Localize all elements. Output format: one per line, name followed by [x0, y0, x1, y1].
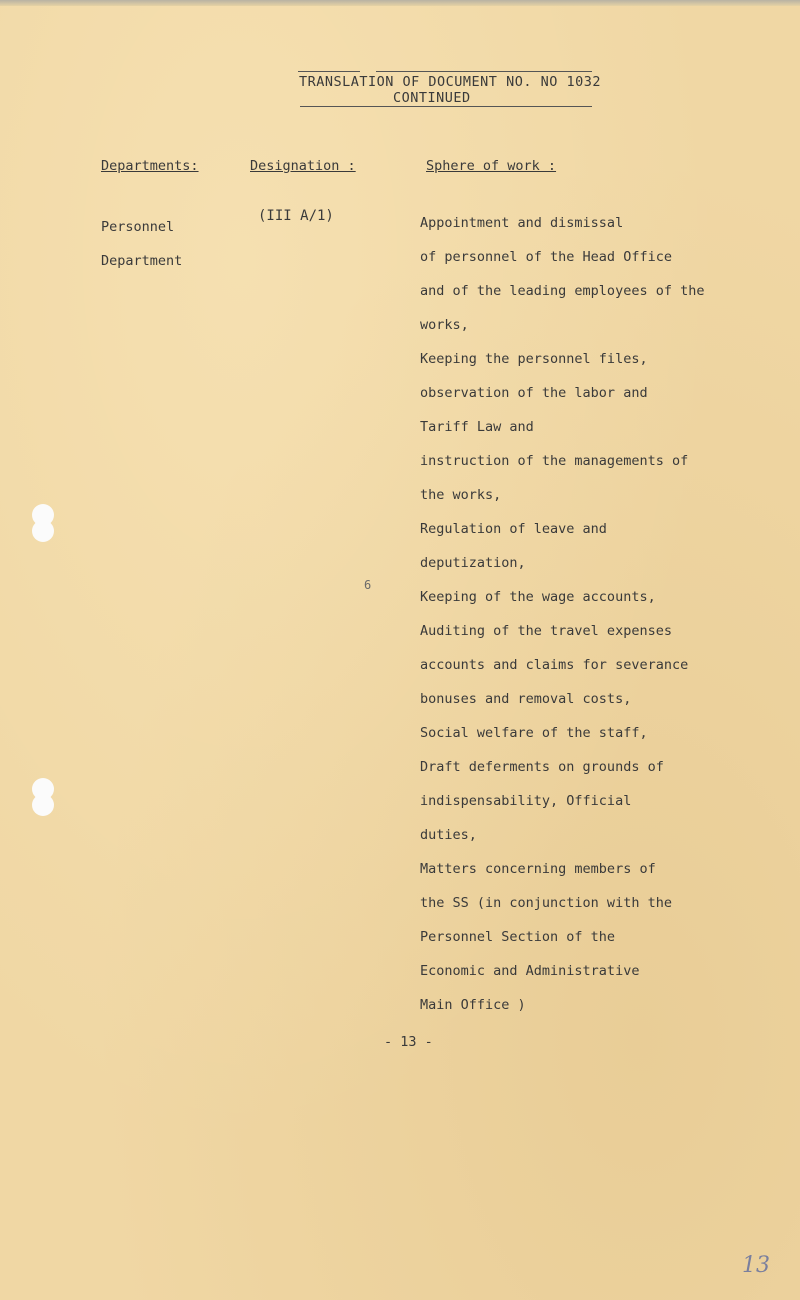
designation-code: (III A/1) [258, 208, 334, 224]
page-top-edge [0, 0, 800, 6]
sphere-line: deputization, [420, 555, 526, 571]
title-rule-right [376, 71, 592, 72]
sphere-line: Appointment and dismissal [420, 215, 624, 231]
sphere-line: and of the leading employees of the [420, 283, 705, 299]
sphere-line: bonuses and removal costs, [420, 691, 632, 707]
sphere-line: Personnel Section of the [420, 929, 616, 945]
document-title: TRANSLATION OF DOCUMENT NO. NO 1032 [299, 74, 601, 90]
handwritten-page-number: 13 [742, 1253, 770, 1278]
sphere-line: Keeping the personnel files, [420, 351, 648, 367]
sphere-line: Regulation of leave and [420, 521, 607, 537]
punch-hole-upper [32, 504, 54, 544]
sphere-line: instruction of the managements of [420, 453, 689, 469]
sphere-of-work-list [420, 206, 760, 1022]
sphere-line: Tariff Law and [420, 419, 534, 435]
sphere-line: Social welfare of the staff, [420, 725, 648, 741]
sphere-line: works, [420, 317, 469, 333]
subtitle-rule [300, 106, 592, 107]
sphere-line: Economic and Administrative [420, 963, 640, 979]
department-line: Personnel [101, 219, 175, 235]
sphere-line: Keeping of the wage accounts, [420, 589, 656, 605]
sphere-line: Matters concerning members of [420, 861, 656, 877]
sphere-line: Auditing of the travel expenses [420, 623, 672, 639]
sphere-line: observation of the labor and [420, 385, 648, 401]
sphere-line: Draft deferments on grounds of [420, 759, 664, 775]
page-number: - 13 - [384, 1034, 433, 1050]
sphere-line: accounts and claims for severance [420, 657, 689, 673]
sphere-line: the works, [420, 487, 502, 503]
title-rule-left [298, 71, 360, 72]
sphere-line: Main Office ) [420, 997, 526, 1013]
sphere-line: of personnel of the Head Office [420, 249, 672, 265]
sphere-line: the SS (in conjunction with the [420, 895, 672, 911]
sphere-line: duties, [420, 827, 477, 843]
department-name [101, 210, 182, 278]
column-header-designation: Designation : [250, 158, 356, 174]
document-subtitle: CONTINUED [393, 90, 471, 106]
margin-mark: 6 [364, 578, 372, 592]
column-header-departments: Departments: [101, 158, 199, 174]
column-header-sphere: Sphere of work : [426, 158, 557, 174]
department-line: Department [101, 253, 183, 269]
punch-hole-lower [32, 778, 54, 818]
sphere-line: indispensability, Official [420, 793, 632, 809]
